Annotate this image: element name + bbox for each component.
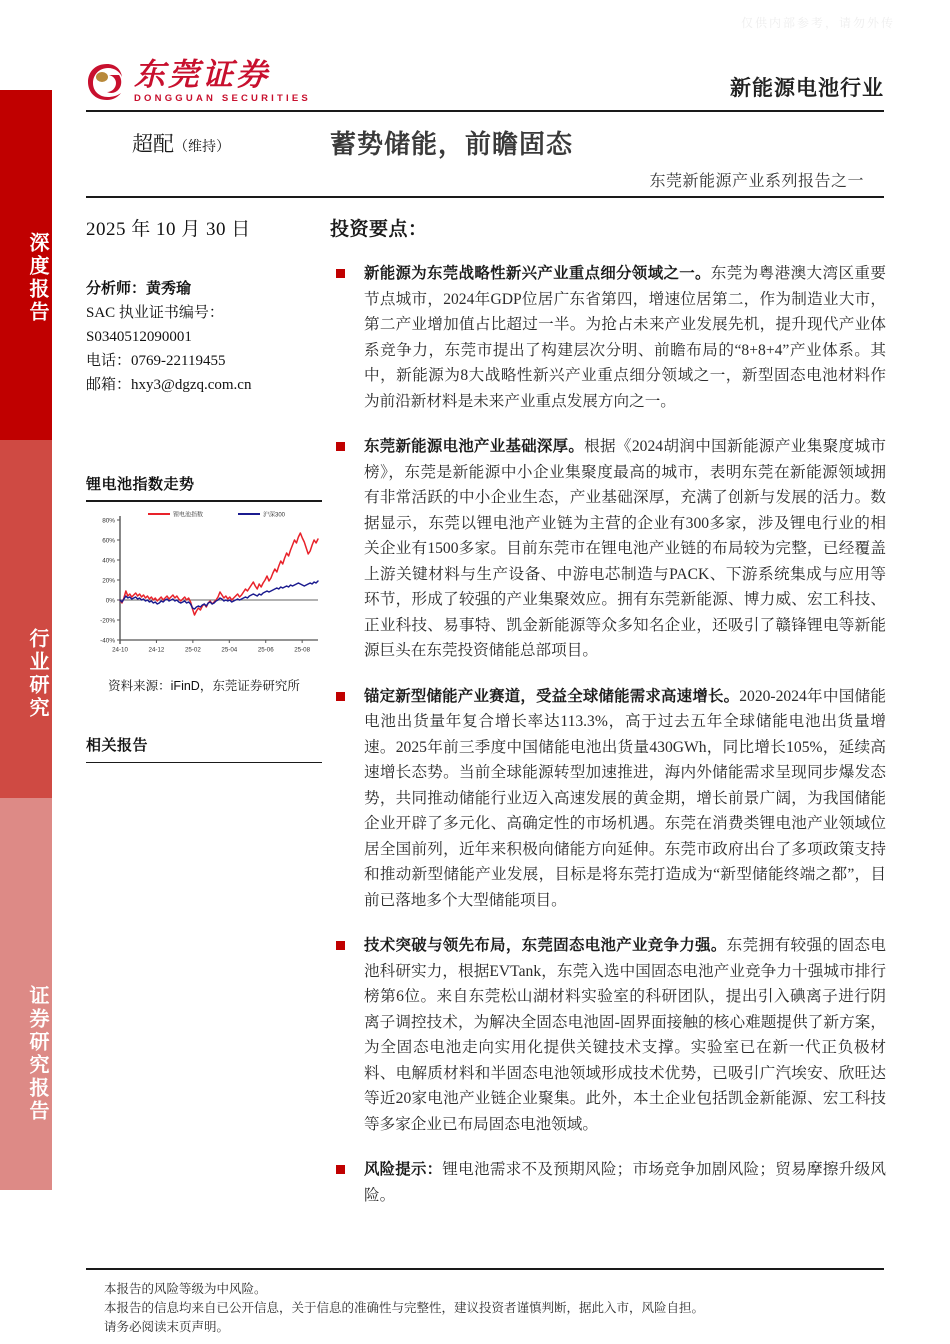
svg-text:25-02: 25-02 [184, 646, 201, 653]
point-lead-1: 新能源为东莞战略性新兴产业重点细分领域之一。 [364, 265, 711, 282]
rating-maintain: （维持） [174, 138, 230, 154]
sac-number: S0340512090001 [86, 329, 192, 345]
analyst-name: 分析师：黄秀瑜 [86, 280, 192, 297]
investment-points-heading: 投资要点： [330, 219, 428, 240]
chart-svg [86, 506, 322, 674]
header-divider-top [86, 110, 884, 112]
investment-point-4 [330, 933, 886, 1137]
related-reports-title: 相关报告 [86, 736, 149, 754]
svg-text:40%: 40% [102, 557, 115, 565]
report-series-subtitle: 东莞新能源产业系列报告之一 [649, 173, 864, 190]
investment-point-3 [330, 684, 886, 914]
side-tab-industry-research[interactable]: 行业研究 [0, 440, 52, 798]
industry-title: 新能源电池行业 [730, 77, 884, 100]
watermark-text: 仅供内部参考，请勿外传 [740, 16, 895, 30]
svg-text:锂电池指数: 锂电池指数 [173, 511, 204, 518]
rating-value: 超配 [132, 133, 174, 156]
point-lead-3: 锚定新型储能产业赛道，受益全球储能需求高速增长。 [364, 687, 740, 705]
rating-badge [132, 128, 230, 158]
point-body-3: 2020-2024年中国储能电池出货量年复合增长率达113.3%，高于过去五年全球储能电池出货量增速。2025年前三季度中国储能电池出货量430GWh，同比增长105%，延续高速增长态势。当前全球能源转型加速推进，海内外储能需求呈现同步爆发态势，共同推动储能行业迈入高速发展的黄金期，增长前景广阔，为我国储能企业开辟了多元化、高确定性的市场机遇。东莞在消费类锂电池产业领域位居全国前列，近年来积极向储能方向延伸。东莞市政府出台了多项政策支持和推动新型储能产业发展，目标是将东莞打造成为“新型储能终端之都”，目前已落地多个大型储能项目。 [364, 687, 886, 909]
chart-source: 资料来源：iFinD，东莞证券研究所 [108, 678, 300, 693]
investment-points-list [330, 261, 886, 1208]
svg-text:0%: 0% [105, 597, 115, 605]
chart-title-divider [86, 500, 322, 502]
chart-title: 锂电池指数走势 [86, 476, 195, 493]
left-info-column [86, 206, 322, 763]
footer-line-3: 请务必阅读末页声明。 [104, 1320, 230, 1334]
side-tab-securities-research-report[interactable]: 证券研究报告 [0, 798, 52, 1190]
investment-point-5 [330, 1157, 886, 1208]
investment-points-column [330, 214, 886, 1208]
header-logo-row [86, 58, 884, 110]
point-body-5: 锂电池需求不及预期风险；市场竞争加剧风险；贸易摩擦升级风险。 [364, 1161, 886, 1204]
sac-label: SAC 执业证书编号： [86, 305, 224, 321]
investment-point-1 [330, 261, 886, 414]
related-reports-divider [86, 762, 322, 764]
analyst-info-block [86, 277, 322, 397]
investment-point-2 [330, 434, 886, 664]
footer-line-1: 本报告的风险等级为中风险。 [104, 1282, 267, 1296]
logo-english-name: DONGGUAN SECURITIES [134, 93, 311, 104]
point-lead-4: 技术突破与领先布局，东莞固态电池产业竞争力强。 [364, 937, 727, 954]
point-body-1: 东莞为粤港澳大湾区重要节点城市，2024年GDP位居广东省第四，增速位居第二，作为制造业大市，第二产业增加值占比超过一半。为抢占未来产业发展先机，提升现代产业体系竞争力，东莞市提出了构建层次分明、前瞻布局的“8+8+4”产业体系。其中，新能源为8大战略性新兴产业重点细分领域之一，新型固态电池材料作为前沿新材料是未来产业重点发展方向之一。 [364, 265, 886, 410]
svg-text:80%: 80% [102, 517, 115, 525]
svg-text:20%: 20% [102, 577, 115, 585]
dongguan-securities-logo-icon [86, 62, 128, 102]
point-body-2: 根据《2024胡润中国新能源产业集聚度城市榜》，东莞是新能源中小企业集聚度最高的城市，表明东莞在新能源领域拥有非常活跃的中小企业生态，产业基础深厚，充满了创新与发展的活力。数据显示，东莞以锂电池产业链为主营的企业有300多家，涉及锂电行业的相关企业有1500多家。目前东莞市在锂电池产业链的布局较为完整，已经覆盖上游关键材料与生产设备、中游电芯制造与PACK、下游系统集成与应用等环节，形成了较强的产业集聚效应。拥有东莞新能源、博力威、宏工科技、正业科技、易事特、凯金新能源等众多知名企业，还吸引了赣锋锂电等新能源巨头在东莞投资储能总部项目。 [364, 438, 886, 659]
chart-card [86, 473, 322, 694]
logo-chinese-name: 东莞证券 [134, 57, 270, 92]
footer-line-2: 本报告的信息均来自已公开信息，关于信息的准确性与完整性，建议投资者谨慎判断，据此入市，风险自担。 [104, 1301, 705, 1315]
svg-text:25-08: 25-08 [294, 646, 311, 653]
svg-text:25-06: 25-06 [257, 646, 274, 653]
svg-text:25-04: 25-04 [221, 646, 238, 653]
side-tab-strip [0, 90, 52, 1190]
svg-text:-20%: -20% [100, 617, 115, 625]
svg-text:24-12: 24-12 [148, 646, 165, 653]
report-main-title: 蓄势储能，前瞻固态 [330, 129, 574, 159]
svg-text:24-10: 24-10 [112, 646, 128, 653]
point-lead-5: 风险提示： [364, 1161, 443, 1178]
svg-text:沪深300: 沪深300 [263, 511, 286, 518]
point-body-4: 东莞拥有较强的固态电池科研实力，根据EVTank，东莞入选中国固态电池产业竞争力十强城市排行榜第6位。来自东莞松山湖材料实验室的科研团队，提出引入碘离子进行阴离子调控技术，为解决全固态电池固-固界面接触的核心难题提供了新方案，为全固态电池走向实用化提供关键技术支撑。实验室已在新一代正负极材料、电解质材料和半固态电池领域形成技术优势，已吸引广汽埃安、欣旺达等近20家电池产业链企业聚集。此外，本土企业包括凯金新能源、宏工科技等多家企业已布局固态电池领域。 [364, 937, 886, 1133]
logo-wordmark [134, 58, 311, 104]
footer-disclaimer [104, 1280, 894, 1337]
side-tab-depth-report[interactable]: 深度报告 [0, 90, 52, 440]
publish-date: 2025 年 10 月 30 日 [86, 219, 251, 240]
svg-text:60%: 60% [102, 537, 115, 545]
analyst-email[interactable]: 邮箱：hxy3@dgzq.com.cn [86, 377, 252, 393]
point-lead-2: 东莞新能源电池产业基础深厚。 [364, 438, 585, 455]
header-divider-mid [86, 196, 884, 198]
footer-divider [86, 1268, 884, 1270]
svg-text:-40%: -40% [100, 637, 115, 645]
analyst-phone: 电话：0769-22119455 [86, 353, 226, 369]
related-reports-block [86, 734, 322, 764]
lithium-index-chart [86, 506, 322, 674]
